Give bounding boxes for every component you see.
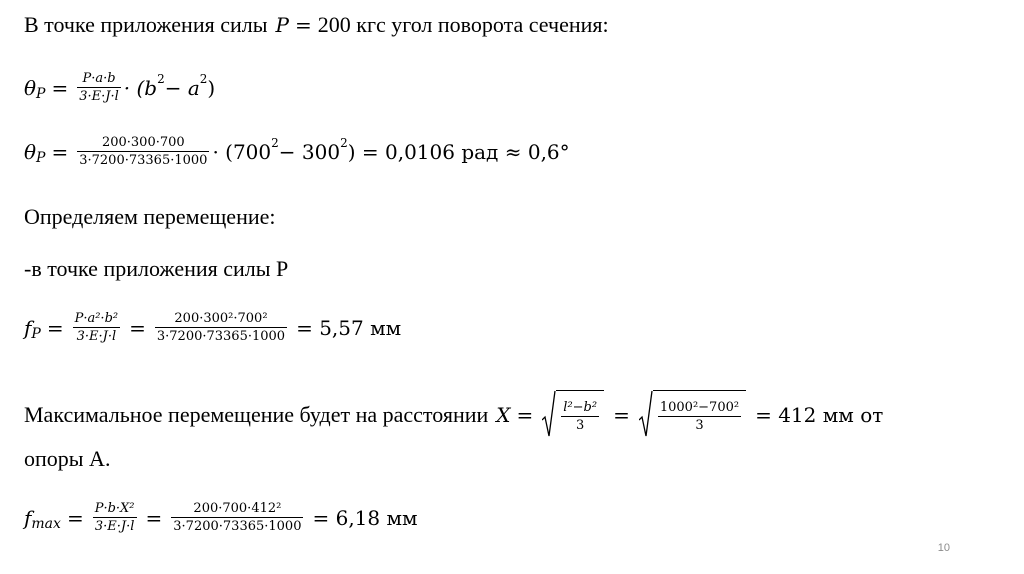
formula-fP (24, 310, 401, 345)
fraction-fP-numeric (155, 310, 287, 345)
equals-sign: = (145, 505, 163, 530)
numerator: P·a²·b² (74, 311, 119, 326)
text-max-distance: Максимальное перемещение будет на расстоянии (24, 402, 489, 427)
subscript-max: max (31, 515, 61, 532)
symbol-f: f (24, 315, 32, 340)
fraction-fP-symbolic (73, 310, 121, 345)
term-300: − 300 (278, 139, 341, 164)
theta-result: ) = 0,0106 рад ≈ 0,6° (347, 139, 570, 164)
formula-theta-symbolic (24, 70, 215, 105)
distance-result: = 412 мм от (755, 403, 884, 427)
line-determine-displacement (24, 204, 276, 230)
fraction-fmax-numeric (171, 500, 303, 535)
fraction-sqrt-symbolic (561, 399, 599, 434)
fraction-fmax-symbolic (93, 500, 137, 535)
fraction-sqrt-numeric (658, 399, 741, 434)
denominator: 3 (695, 418, 704, 433)
equals-sign: = (51, 139, 69, 164)
line-force-point (24, 12, 609, 38)
fmax-result: = 6,18 мм (312, 505, 418, 530)
sqrt-symbolic (542, 390, 604, 440)
equals-sign: = (294, 13, 312, 37)
line-at-force-point (24, 256, 288, 282)
line-support-A (24, 446, 110, 472)
denominator: 3·E·J·l (76, 329, 117, 344)
term-700: · (700 (212, 139, 272, 164)
equals-sign: = (66, 505, 84, 530)
equals-sign: = (46, 315, 64, 340)
subscript-P: P (36, 149, 46, 166)
equals-sign: = (129, 315, 146, 340)
numerator: 200·300·700 (101, 135, 185, 150)
sqrt-radicand (556, 390, 604, 440)
symbol-theta: θ (24, 75, 37, 100)
fraction-theta-symbolic (77, 70, 121, 105)
numerator: l²−b² (563, 400, 598, 415)
term-a: − a (164, 75, 200, 100)
text-force-point: В точке приложения силы (24, 12, 268, 37)
numerator: P·b·X² (94, 501, 135, 516)
symbol-f: f (24, 505, 32, 530)
text-determine-displacement: Определяем перемещение: (24, 204, 276, 229)
text-at-force-point: -в точке приложения силы Р (24, 256, 289, 281)
exponent: 2 (271, 135, 279, 150)
equals-sign: = (613, 403, 630, 427)
denominator: 3 (576, 418, 585, 433)
denominator: 3·7200·73365·1000 (173, 519, 302, 534)
symbol-P: P (275, 13, 289, 37)
fraction-theta-numeric (77, 134, 209, 169)
denominator: 3·E·J·l (79, 89, 119, 104)
closing-paren: ) (207, 75, 216, 100)
exponent: 2 (157, 71, 165, 86)
formula-theta-numeric (24, 134, 570, 169)
sqrt-radicand (653, 390, 746, 440)
line-max-distance (24, 390, 883, 440)
text-support-A: опоры А. (24, 446, 111, 471)
exponent: 2 (340, 135, 348, 150)
symbol-X: X (496, 403, 511, 427)
denominator: 3·7200·73365·1000 (79, 153, 208, 168)
subscript-P: P (31, 325, 41, 342)
symbol-theta: θ (24, 139, 37, 164)
term-b: · (b (123, 75, 158, 100)
numerator: 1000²−700² (659, 400, 740, 415)
sqrt-sign-icon (639, 390, 653, 440)
equals-sign: = (51, 75, 69, 100)
exponent: 2 (199, 71, 208, 86)
page-number: 10 (937, 542, 950, 554)
denominator: 3·E·J·l (94, 519, 135, 534)
numerator: 200·700·412² (193, 501, 282, 516)
numerator: P·a·b (82, 71, 116, 86)
sqrt-sign-icon (542, 390, 556, 440)
formula-fmax (24, 500, 418, 535)
force-value: 200 кгс угол поворота сечения: (317, 12, 609, 37)
numerator: 200·300²·700² (174, 311, 268, 326)
denominator: 3·7200·73365·1000 (156, 329, 286, 344)
sqrt-numeric (639, 390, 746, 440)
equals-sign: = (516, 403, 534, 427)
fP-result: = 5,57 мм (296, 315, 402, 340)
subscript-P: P (36, 85, 46, 102)
